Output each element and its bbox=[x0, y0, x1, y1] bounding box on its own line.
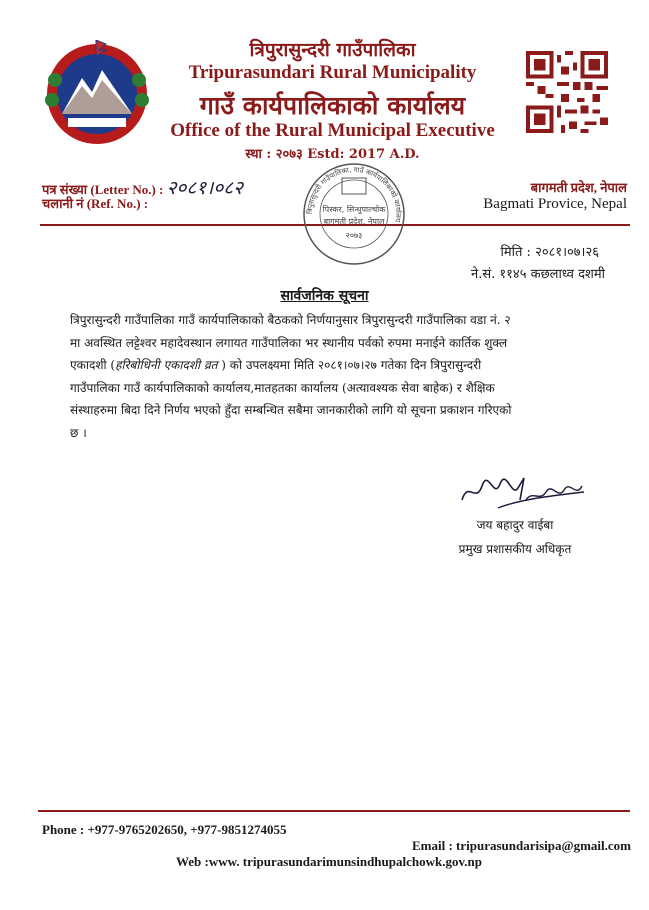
municipality-name-english: Tripurasundari Rural Municipality bbox=[188, 62, 477, 83]
qr-code-icon bbox=[526, 48, 608, 136]
signer-designation: प्रमुख प्रशासकीय अधिकृत bbox=[458, 542, 572, 556]
stamp-place: पिस्कर, सिन्धुपाल्चोक bbox=[322, 205, 386, 214]
stamp-province: बागमती प्रदेश, नेपाल bbox=[323, 217, 385, 226]
notice-line-post: ) को उपलक्ष्यमा मिति २०८१।०७।२७ गतेका दिन त्रिपुरासुन्दरी bbox=[217, 358, 482, 372]
notice-line: मा अवस्थित लट्टेश्वर महादेवस्थान लगायत गाउँपालिका भर स्थानीय पर्वको रुपमा मनाईने कार्तिक शुक्ल bbox=[70, 335, 508, 350]
established-year: स्था : २०७३ Estd: 2017 A.D. bbox=[245, 147, 420, 162]
footer-phone: Phone : +977-9765202650, +977-9851274055 bbox=[42, 822, 287, 837]
office-name-nepali: गाउँ कार्यपालिकाको कार्यालय bbox=[199, 91, 466, 120]
signer-name: जय बहादुर वाईबा bbox=[476, 518, 554, 532]
letter-no-value: २०८१।०८२ bbox=[166, 177, 244, 199]
letter-no-label: पत्र संख्या (Letter No.) : bbox=[42, 182, 164, 197]
nepal-sambat-date: ने.सं. ११४५ कछलाध्व दशमी bbox=[471, 267, 605, 282]
province-english: Bagmati Provice, Nepal bbox=[483, 196, 627, 212]
province-nepali: बागमती प्रदेश, नेपाल bbox=[530, 180, 627, 195]
ref-no-row bbox=[42, 194, 148, 212]
letter-date: मिति : २०८१।०७।२६ bbox=[500, 245, 599, 260]
ref-no-label: चलानी नं (Ref. No.) : bbox=[42, 196, 149, 211]
footer-email: Email : tripurasundarisipa@gmail.com bbox=[411, 838, 631, 853]
stamp-year: २०७३ bbox=[345, 231, 363, 240]
notice-body bbox=[70, 309, 600, 444]
office-name-english: Office of the Rural Municipal Executive bbox=[170, 120, 495, 141]
notice-line: संस्थाहरुमा बिदा दिने निर्णय भएको हुँदा सम्बन्धित सबैमा जानकारीको लागि यो सूचना प्रकाशन गरिएको bbox=[70, 403, 512, 417]
footer-divider bbox=[38, 810, 630, 812]
notice-title-text: सार्वजनिक सूचना bbox=[280, 288, 369, 304]
notice-line: गाउँपालिका गाउँ कार्यपालिकाको कार्यालय,मातहतका कार्यालय (अत्यावश्यक सेवा बाहेक) र शैक्षिक bbox=[70, 380, 495, 395]
notice-line: त्रिपुरासुन्दरी गाउँपालिका गाउँ कार्यपालिकाको बैठकको निर्णयानुसार त्रिपुरासुन्दरी गाउँपालिका वडा नं. २ bbox=[70, 313, 511, 327]
footer-web: Web :www. tripurasundarimunsindhupalchowk.gov.np bbox=[176, 854, 482, 869]
office-stamp bbox=[300, 160, 408, 268]
festival-name: हरिबोधिनी एकादशी व्रत bbox=[115, 358, 218, 372]
notice-line: छ । bbox=[70, 425, 87, 440]
notice-line bbox=[70, 354, 600, 377]
notice-title bbox=[0, 286, 649, 305]
notice-line-pre: एकादशी ( bbox=[70, 358, 116, 372]
municipality-name-nepali: त्रिपुरासुन्दरी गाउँपालिका bbox=[249, 39, 416, 61]
municipality-emblem-logo bbox=[38, 40, 156, 148]
handwritten-signature bbox=[458, 470, 588, 512]
stamp-text: त्रिपुरासुन्दरी गाउँपालिका, गाउँ कार्यपालिकाको कार्यालय bbox=[305, 165, 403, 223]
